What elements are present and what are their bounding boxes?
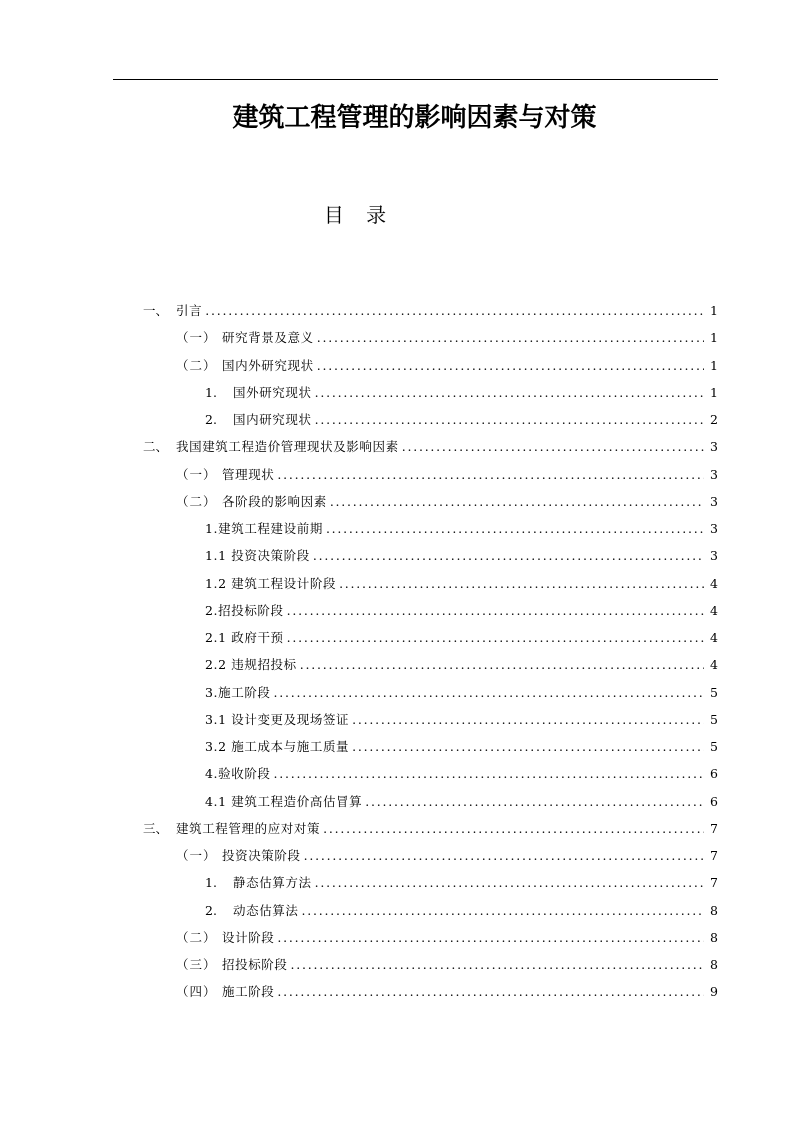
toc-page-number: 7	[710, 820, 718, 836]
toc-entry-label: 2.1 政府干预	[205, 630, 284, 645]
toc-dot-leader	[301, 845, 704, 867]
toc-entry-label: 设计阶段	[222, 929, 275, 945]
toc-dot-leader	[323, 518, 704, 540]
toc-entry-label: 各阶段的影响因素	[222, 493, 327, 509]
toc-entry-label: 2.2 违规招投标	[205, 657, 297, 673]
toc-entry-label: 3.2 施工成本与施工质量	[205, 739, 350, 754]
toc-entry-number: 2.	[205, 902, 217, 918]
toc-entry-line	[205, 409, 718, 431]
toc-entry[interactable]	[0, 736, 793, 763]
toc-entry-label: 投资决策阶段	[222, 848, 301, 863]
toc-entry-number: （一）	[176, 330, 217, 346]
toc-page-number: 3	[710, 521, 718, 536]
toc-entry-line	[176, 327, 718, 349]
toc-entry-number: （二）	[176, 929, 217, 945]
toc-dot-leader	[271, 763, 704, 785]
toc-page-number: 4	[710, 602, 718, 618]
toc-entry-number: （二）	[176, 493, 217, 509]
toc-entry[interactable]	[0, 654, 793, 681]
toc-page-number: 5	[710, 684, 718, 700]
toc-page-number: 5	[710, 739, 718, 754]
toc-dot-leader	[362, 791, 704, 813]
toc-page-number: 4	[710, 575, 718, 591]
toc-entry-line	[205, 382, 718, 404]
toc-dot-leader	[349, 736, 704, 758]
toc-page-number: 8	[710, 929, 718, 945]
toc-entry-label: 1.2 建筑工程设计阶段	[205, 575, 337, 591]
toc-page-number: 6	[710, 766, 718, 782]
toc-entry-label: 2.招投标阶段	[205, 602, 284, 618]
toc-entry[interactable]	[0, 300, 793, 327]
toc-entry-line	[176, 954, 718, 976]
toc-entry[interactable]	[0, 573, 793, 600]
toc-dot-leader	[202, 300, 704, 322]
toc-entry-line	[176, 845, 718, 867]
toc-entry-number: 三、	[143, 820, 169, 836]
toc-entry[interactable]	[0, 491, 793, 518]
toc-entry-label: 1.1 投资决策阶段	[205, 548, 310, 564]
toc-entry-line	[205, 709, 718, 731]
toc-entry-line	[176, 981, 718, 1003]
toc-entry[interactable]	[0, 382, 793, 409]
toc-entry-label: 国内外研究现状	[222, 357, 314, 373]
toc-page-number: 7	[710, 848, 718, 863]
toc-entry[interactable]	[0, 436, 793, 463]
toc-entry-label: 招投标阶段	[222, 957, 288, 972]
toc-entry-line	[205, 545, 718, 567]
toc-dot-leader	[284, 600, 704, 622]
toc-entry-number: 二、	[143, 439, 169, 455]
toc-page-number: 6	[710, 793, 718, 809]
toc-entry-line	[205, 627, 718, 649]
toc-dot-leader	[297, 654, 704, 676]
toc-page-number: 1	[710, 330, 718, 346]
header-rule	[113, 79, 718, 80]
toc-entry-label: 国内研究现状	[233, 412, 312, 427]
toc-entry-line	[176, 927, 718, 949]
toc-entry[interactable]	[0, 927, 793, 954]
toc-entry-label: 4.验收阶段	[205, 766, 271, 782]
toc-entry-number: 1.	[205, 875, 217, 891]
toc-entry-line	[205, 900, 718, 922]
toc-page-number: 4	[710, 657, 718, 673]
toc-page-number: 1	[710, 384, 718, 400]
toc-entry-number: 2.	[205, 412, 217, 427]
toc-page-number: 3	[710, 466, 718, 482]
toc-entry-line	[205, 872, 718, 894]
toc-entry[interactable]	[0, 682, 793, 709]
toc-entry[interactable]	[0, 818, 793, 845]
toc-entry-line	[205, 573, 718, 595]
toc-page-number: 3	[710, 548, 718, 564]
toc-entry-line	[176, 491, 718, 513]
toc-page-number: 5	[710, 711, 718, 727]
toc-heading: 目 录	[323, 203, 395, 227]
toc-entry-label: 静态估算方法	[233, 875, 312, 891]
toc-page-number: 1	[710, 303, 718, 318]
toc-page-number: 4	[710, 630, 718, 645]
toc-entry[interactable]	[0, 954, 793, 981]
toc-entry-label: 管理现状	[222, 466, 275, 482]
toc-entry[interactable]	[0, 327, 793, 354]
toc-dot-leader	[284, 627, 704, 649]
toc-page-number: 3	[710, 493, 718, 509]
toc-page-number: 9	[710, 984, 718, 1000]
toc-page-number: 3	[710, 439, 718, 455]
toc-entry[interactable]	[0, 409, 793, 436]
toc-dot-leader	[312, 382, 704, 404]
toc-entry[interactable]	[0, 600, 793, 627]
toc-entry[interactable]	[0, 545, 793, 572]
toc-dot-leader	[312, 409, 704, 431]
toc-page-number: 8	[710, 902, 718, 918]
toc-entry-line	[205, 736, 718, 758]
toc-entry-label: 我国建筑工程造价管理现状及影响因素	[176, 439, 399, 455]
toc-entry[interactable]	[0, 845, 793, 872]
toc-entry-number: （三）	[176, 957, 217, 972]
toc-dot-leader	[314, 327, 704, 349]
toc-dot-leader	[274, 464, 704, 486]
toc-entry-label: 建筑工程管理的应对对策	[176, 820, 321, 836]
toc-entry[interactable]	[0, 791, 793, 818]
toc-dot-leader	[349, 709, 704, 731]
toc-entry[interactable]	[0, 464, 793, 491]
toc-dot-leader	[320, 818, 704, 840]
toc-entry-label: 国外研究现状	[233, 384, 312, 400]
document-title: 建筑工程管理的影响因素与对策	[232, 103, 597, 133]
toc-entry[interactable]	[0, 900, 793, 927]
toc-page-number: 8	[710, 957, 718, 972]
toc-page-number: 2	[710, 412, 718, 427]
toc-entry-label: 施工阶段	[222, 984, 275, 1000]
toc-entry-label: 动态估算法	[233, 902, 299, 918]
toc-entry-label: 3.1 设计变更及现场签证	[205, 711, 350, 727]
toc-page-number: 1	[710, 357, 718, 373]
toc-entry-label: 4.1 建筑工程造价高估冒算	[205, 793, 363, 809]
toc-dot-leader	[336, 573, 704, 595]
toc-entry-label: 3.施工阶段	[205, 684, 271, 700]
toc-entry-number: 1.	[205, 384, 217, 400]
toc-dot-leader	[271, 682, 704, 704]
toc-dot-leader	[274, 981, 704, 1003]
toc-dot-leader	[327, 491, 704, 513]
toc-entry-number: （二）	[176, 357, 217, 373]
toc-entry[interactable]	[0, 518, 793, 545]
toc-dot-leader	[288, 954, 704, 976]
toc-entry-number: （一）	[176, 848, 217, 863]
toc-entry-line	[205, 791, 718, 813]
toc-entry[interactable]	[0, 763, 793, 790]
toc-entry-line	[176, 355, 718, 377]
toc-entry-label: 引言	[176, 303, 203, 318]
toc-entry-label: 研究背景及意义	[222, 330, 314, 346]
toc-entry-line	[143, 300, 718, 322]
toc-dot-leader	[312, 872, 704, 894]
toc-entry[interactable]	[0, 872, 793, 899]
toc-entry-line	[143, 818, 718, 840]
toc-entry[interactable]	[0, 355, 793, 382]
toc-entry[interactable]	[0, 709, 793, 736]
toc-entry-line	[205, 600, 718, 622]
toc-entry-line	[205, 518, 718, 540]
toc-entry-line	[205, 682, 718, 704]
toc-entry-number: （一）	[176, 466, 217, 482]
toc-entry[interactable]	[0, 627, 793, 654]
toc-entry-line	[205, 654, 718, 676]
toc-dot-leader	[310, 545, 704, 567]
toc-entry-line	[143, 436, 718, 458]
toc-entry-label: 1.建筑工程建设前期	[205, 521, 323, 536]
toc-entry-line	[205, 763, 718, 785]
toc-entry-number: （四）	[176, 984, 217, 1000]
toc-dot-leader	[399, 436, 704, 458]
toc-dot-leader	[299, 900, 704, 922]
table-of-contents	[0, 300, 793, 1009]
toc-page-number: 7	[710, 875, 718, 891]
toc-dot-leader	[274, 927, 704, 949]
toc-entry-line	[176, 464, 718, 486]
toc-entry-number: 一、	[143, 303, 169, 318]
toc-dot-leader	[314, 355, 704, 377]
toc-entry[interactable]	[0, 981, 793, 1008]
